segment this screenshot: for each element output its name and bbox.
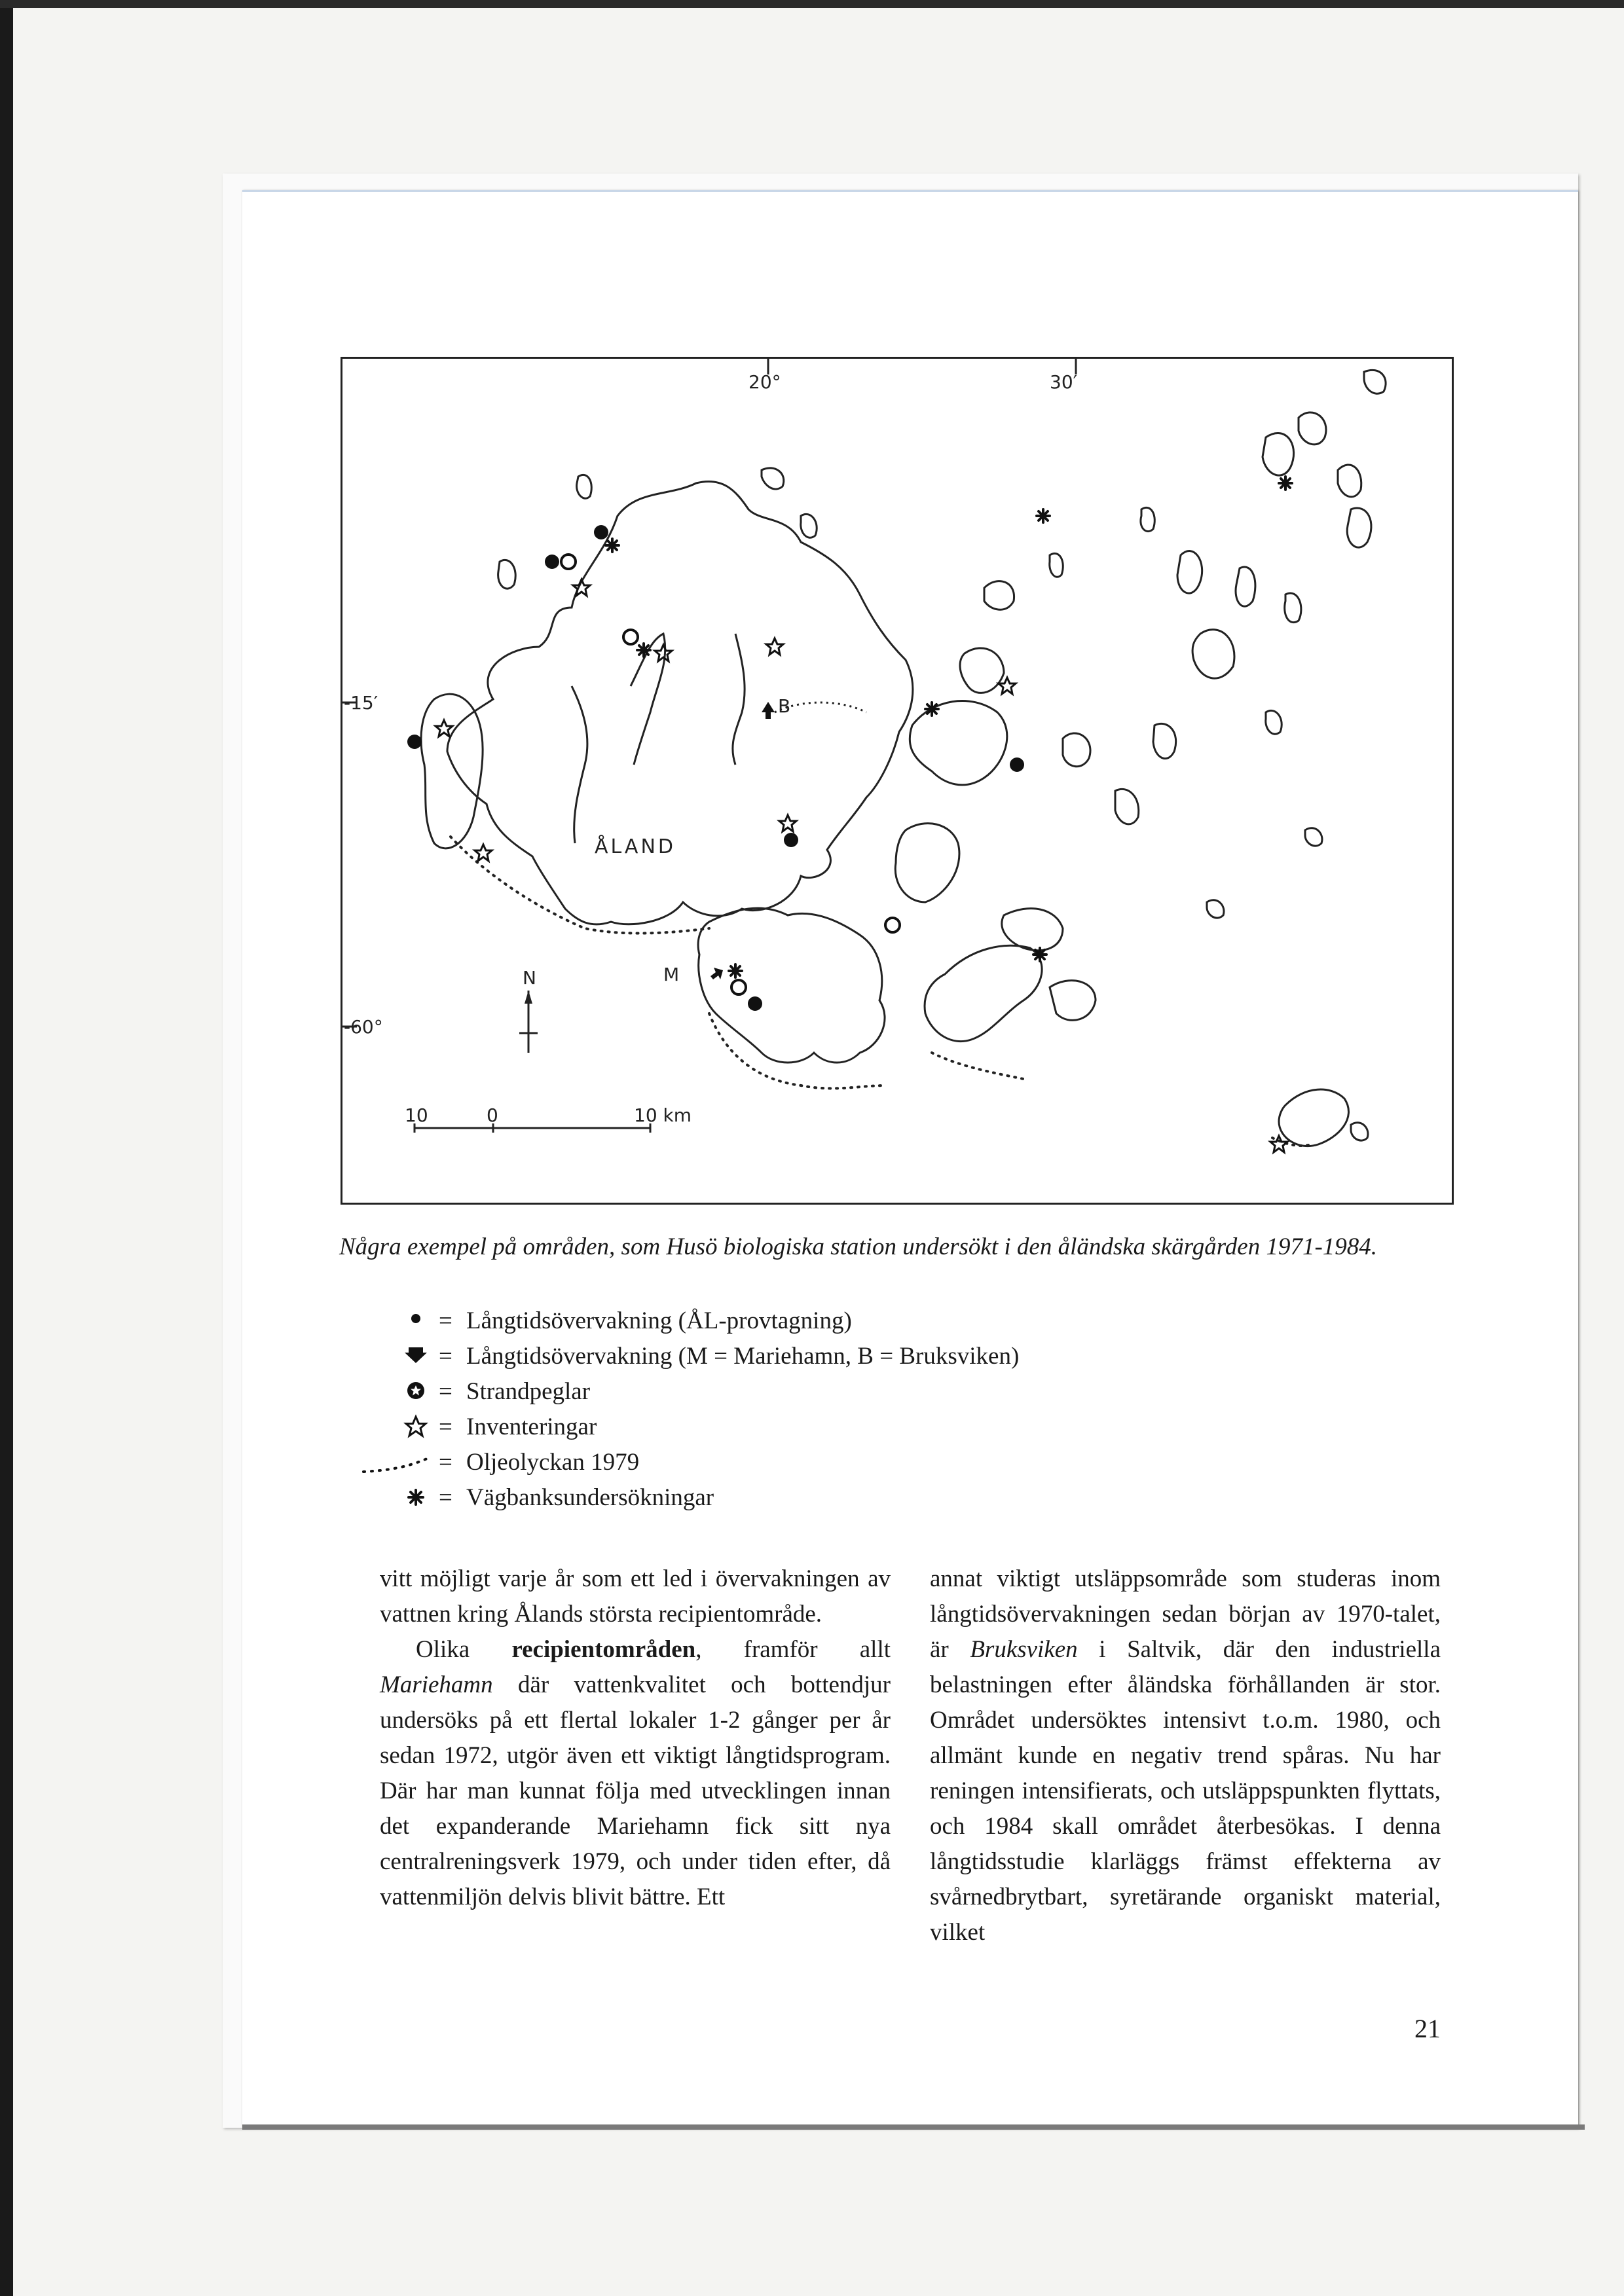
place-label-aland: ÅLAND [595, 835, 676, 858]
asterisk-icon [354, 1480, 432, 1515]
body-column-right [930, 1561, 1441, 1950]
legend-item-monitoring-arrow: = Långtidsövervakning (M = Mariehamn, B = Bruksviken) [354, 1338, 1336, 1374]
lat-label-15: -15′ [344, 692, 378, 714]
left-paragraph-1: vitt möjligt varje år som ett led i övervakningen av vattnen kring Ålands största recipientområde. [380, 1565, 891, 1628]
filled-dot-icon [354, 1303, 432, 1338]
arrow-icon [354, 1338, 432, 1374]
scale-label-right: 10 km [634, 1104, 692, 1126]
legend-item-strandpeglar: = Strandpeglar [354, 1374, 1336, 1409]
right-paragraph-1: annat viktigt utsläppsområde som studeras inom långtidsövervakningen sedan början av 1970-talet, är Bruksviken i Saltvik, där den industriella belastningen efter åländska förhållanden är stor. Området undersöktes intensivt t.o.m. 1980, och allmänt kunde en negativ trend spåras. Nu har reningen intensifierats, och utsläppspunkten flyttats, och 1984 skall området återbesökas. I denna långtidsstudie klarläggs främst effekterna av svårnedbrytbart, syretärande organiskt material, vilket [930, 1565, 1441, 1946]
outline-star-icon [354, 1409, 432, 1444]
legend-item-vagbank: = Vägbanksundersökningar [354, 1480, 1336, 1515]
site-label-m: M [663, 964, 680, 985]
east-island-vardo [910, 701, 1007, 785]
legend-item-monitoring-dot: = Långtidsövervakning (ÅL-provtagning) [354, 1303, 1336, 1338]
page-bottom-edge [242, 2124, 1585, 2130]
body-column-left [380, 1561, 891, 1915]
main-island [447, 481, 913, 924]
lon-label-30: 30′ [1050, 371, 1077, 393]
dotted-line-icon [354, 1444, 432, 1480]
page-number: 21 [1414, 2014, 1441, 2043]
circle-star-icon [354, 1374, 432, 1409]
scale-label-mid: 0 [487, 1104, 498, 1126]
scan-edge-left [0, 0, 13, 2296]
west-island [421, 694, 483, 848]
map-legend [354, 1303, 1336, 1515]
left-paragraph-2: Olika recipientområden, framför allt Mariehamn där vattenkvalitet och bottendjur undersöks på ett flertal lokaler 1-2 gånger per år sedan 1972, utgör även ett viktigt långtidsprogram. Där har man kunnat följa med utvecklingen innan det expanderande Mariehamn fick sitt nya centralreningsverk 1979, och under tiden efter, då vattenmiljön delvis blivit bättre. Ett [380, 1636, 891, 1910]
lon-label-20: 20° [748, 371, 781, 393]
legend-item-oil-spill: = Oljeolyckan 1979 [354, 1444, 1336, 1480]
figure-caption: Några exempel på områden, som Husö biologiska station undersökt i den åländska skärgården 1971-1984. [339, 1233, 1378, 1260]
southeast-archipelago [925, 945, 1042, 1041]
scale-label-left: 10 [405, 1104, 428, 1126]
aland-map [342, 359, 1456, 1207]
north-label: N [523, 967, 536, 989]
scan-edge-top [0, 0, 1624, 8]
site-label-b: B [778, 695, 791, 717]
lat-label-60: -60° [344, 1016, 383, 1038]
map-figure [341, 357, 1454, 1205]
legend-item-inventeringar: = Inventeringar [354, 1409, 1336, 1444]
kokar-islands [1279, 1089, 1348, 1146]
south-peninsula [698, 908, 885, 1063]
